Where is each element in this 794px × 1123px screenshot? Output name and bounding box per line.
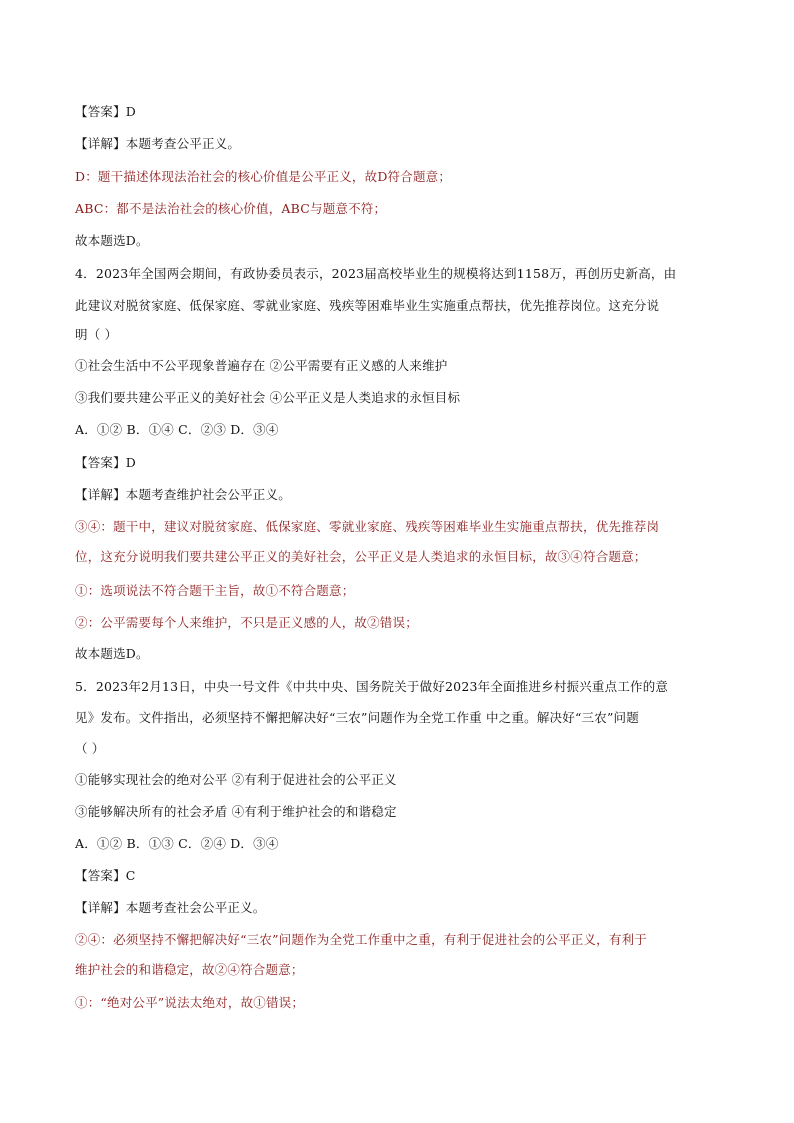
analysis-line: D：题干描述体现法治社会的核心价值是公平正义，故D符合题意； xyxy=(75,169,452,184)
explanation-label: 【详解】本题考查维护社会公平正义。 xyxy=(75,487,291,502)
question-5-statements: ①能够实现社会的绝对公平 ②有利于促进社会的公平正义 xyxy=(75,772,397,787)
analysis-line: ③④：题干中，建议对脱贫家庭、低保家庭、零就业家庭、残疾等困难毕业生实施重点帮扶，优先推荐岗 xyxy=(75,519,660,534)
analysis-line: ②④：必须坚持不懈把解决好“三农”问题作为全党工作重中之重，有利于促进社会的公平正义，有利于 xyxy=(75,932,647,947)
question-5-statements: ③能够解决所有的社会矛盾 ④有利于维护社会的和谐稳定 xyxy=(75,804,397,819)
conclusion-line: 故本题选D。 xyxy=(75,233,149,248)
question-5-blank: （ ） xyxy=(75,741,105,756)
analysis-line: ①：“绝对公平”说法太绝对，故①错误； xyxy=(75,995,305,1010)
question-5-options: A．①② B．①③ C．②④ D．③④ xyxy=(75,836,279,851)
analysis-line: ABC：都不是法治社会的核心价值，ABC与题意不符； xyxy=(75,201,387,216)
answer-label: 【答案】D xyxy=(75,455,137,470)
answer-label: 【答案】C xyxy=(75,868,136,883)
question-5-text: 5．2023年2月13日，中央一号文件《中共中央、国务院关于做好2023年全面推进乡村振兴重点工作的意 xyxy=(75,679,669,694)
question-4-text: 4．2023年全国两会期间，有政协委员表示，2023届高校毕业生的规模将达到1158万，再创历史新高，由 xyxy=(75,266,677,281)
question-4-statements: ①社会生活中不公平现象普遍存在 ②公平需要有正义感的人来维护 xyxy=(75,358,448,373)
explanation-label: 【详解】本题考查公平正义。 xyxy=(75,136,241,151)
answer-label: 【答案】D xyxy=(75,104,137,119)
question-4-text: 此建议对脱贫家庭、低保家庭、零就业家庭、残疾等困难毕业生实施重点帮扶，优先推荐岗位。这充分说 xyxy=(75,298,660,313)
question-4-options: A．①② B．①④ C．②③ D．③④ xyxy=(75,422,279,437)
question-5-text: 见》发布。文件指出，必须坚持不懈把解决好“三农”问题作为全党工作重 中之重。解决好“三农”问题 xyxy=(75,710,639,725)
conclusion-line: 故本题选D。 xyxy=(75,646,149,661)
question-4-blank: 明（ ） xyxy=(75,327,118,342)
analysis-line: ②：公平需要每个人来维护，不只是正义感的人，故②错误； xyxy=(75,615,418,630)
analysis-line: ①：选项说法不符合题干主旨，故①不符合题意； xyxy=(75,583,355,598)
explanation-label: 【详解】本题考查社会公平正义。 xyxy=(75,900,266,915)
analysis-line: 位，这充分说明我们要共建公平正义的美好社会，公平正义是人类追求的永恒目标，故③④符合题意； xyxy=(75,549,647,564)
question-4-statements: ③我们要共建公平正义的美好社会 ④公平正义是人类追求的永恒目标 xyxy=(75,390,461,405)
analysis-line: 维护社会的和谐稳定，故②④符合题意； xyxy=(75,962,304,977)
